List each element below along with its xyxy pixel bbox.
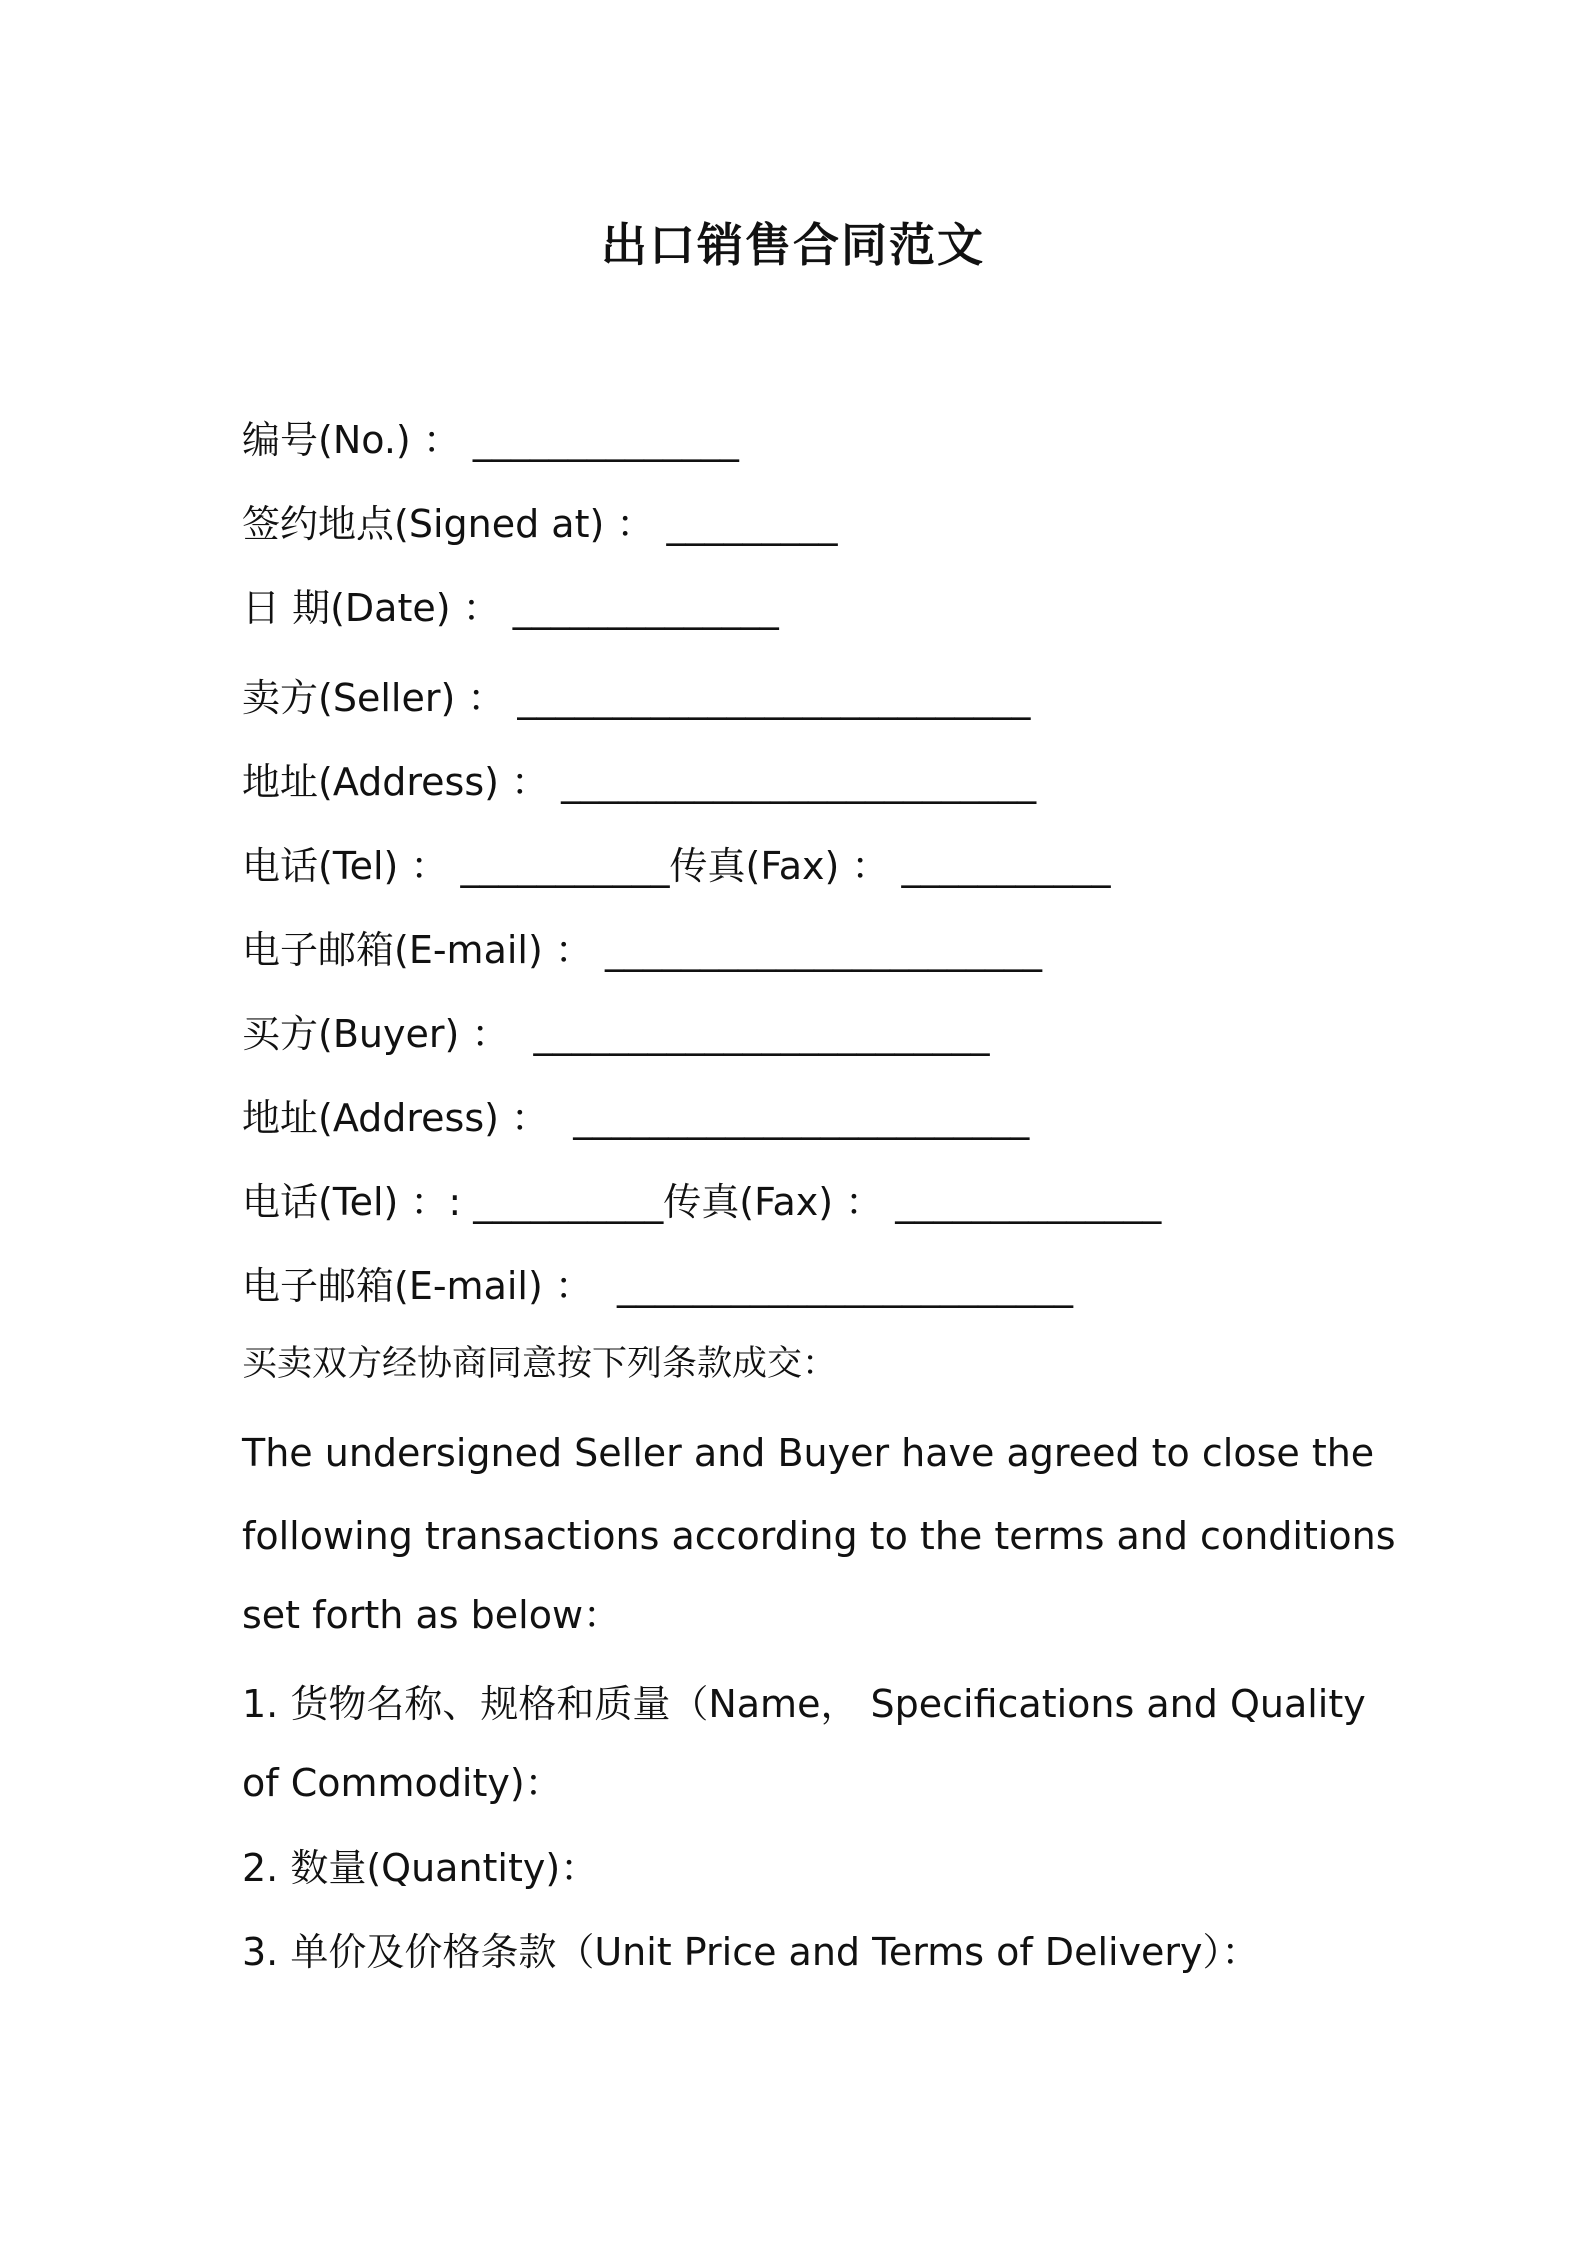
clause-2: 2. 数量(Quantity)： — [242, 1846, 599, 1890]
clause-1-line: of Commodity)： — [242, 1761, 563, 1805]
field-seller: 卖方(Seller) ： ___________________________ — [242, 676, 1031, 720]
field-date: 日 期(Date) ： ______________ — [242, 586, 779, 630]
clause-1-line: 1. 货物名称、规格和质量（Name， Specifications and Quality — [242, 1682, 1366, 1726]
agreement-english-line: set forth as below： — [242, 1593, 622, 1637]
field-seller-address: 地址(Address) ： _________________________ — [242, 760, 1037, 804]
field-buyer-email: 电子邮箱(E-mail) ： ________________________ — [242, 1264, 1074, 1308]
field-buyer-address: 地址(Address) ： ________________________ — [242, 1096, 1030, 1140]
agreement-chinese: 买卖双方经协商同意按下列条款成交： — [242, 1344, 838, 1384]
field-buyer-tel-fax: 电话(Tel) ：: __________传真(Fax) ： ______________ — [242, 1180, 1162, 1224]
clause-1 — [242, 1679, 1366, 1808]
field-seller-tel-fax: 电话(Tel) ： ___________传真(Fax) ： ___________ — [242, 844, 1111, 888]
field-seller-email: 电子邮箱(E-mail) ： _______________________ — [242, 928, 1042, 972]
document-title: 出口销售合同范文 — [601, 218, 985, 272]
agreement-english-line: following transactions according to the terms and conditions — [242, 1514, 1396, 1558]
clause-3: 3. 单价及价格条款（Unit Price and Terms of Delivery）： — [242, 1930, 1260, 1974]
field-buyer: 买方(Buyer) ： ________________________ — [242, 1012, 990, 1056]
field-number: 编号(No.) ： ______________ — [242, 418, 739, 462]
agreement-english-line: The undersigned Seller and Buyer have agreed to close the — [242, 1431, 1375, 1475]
agreement-english — [242, 1428, 1396, 1640]
field-signed-at: 签约地点(Signed at) ： _________ — [242, 502, 838, 546]
